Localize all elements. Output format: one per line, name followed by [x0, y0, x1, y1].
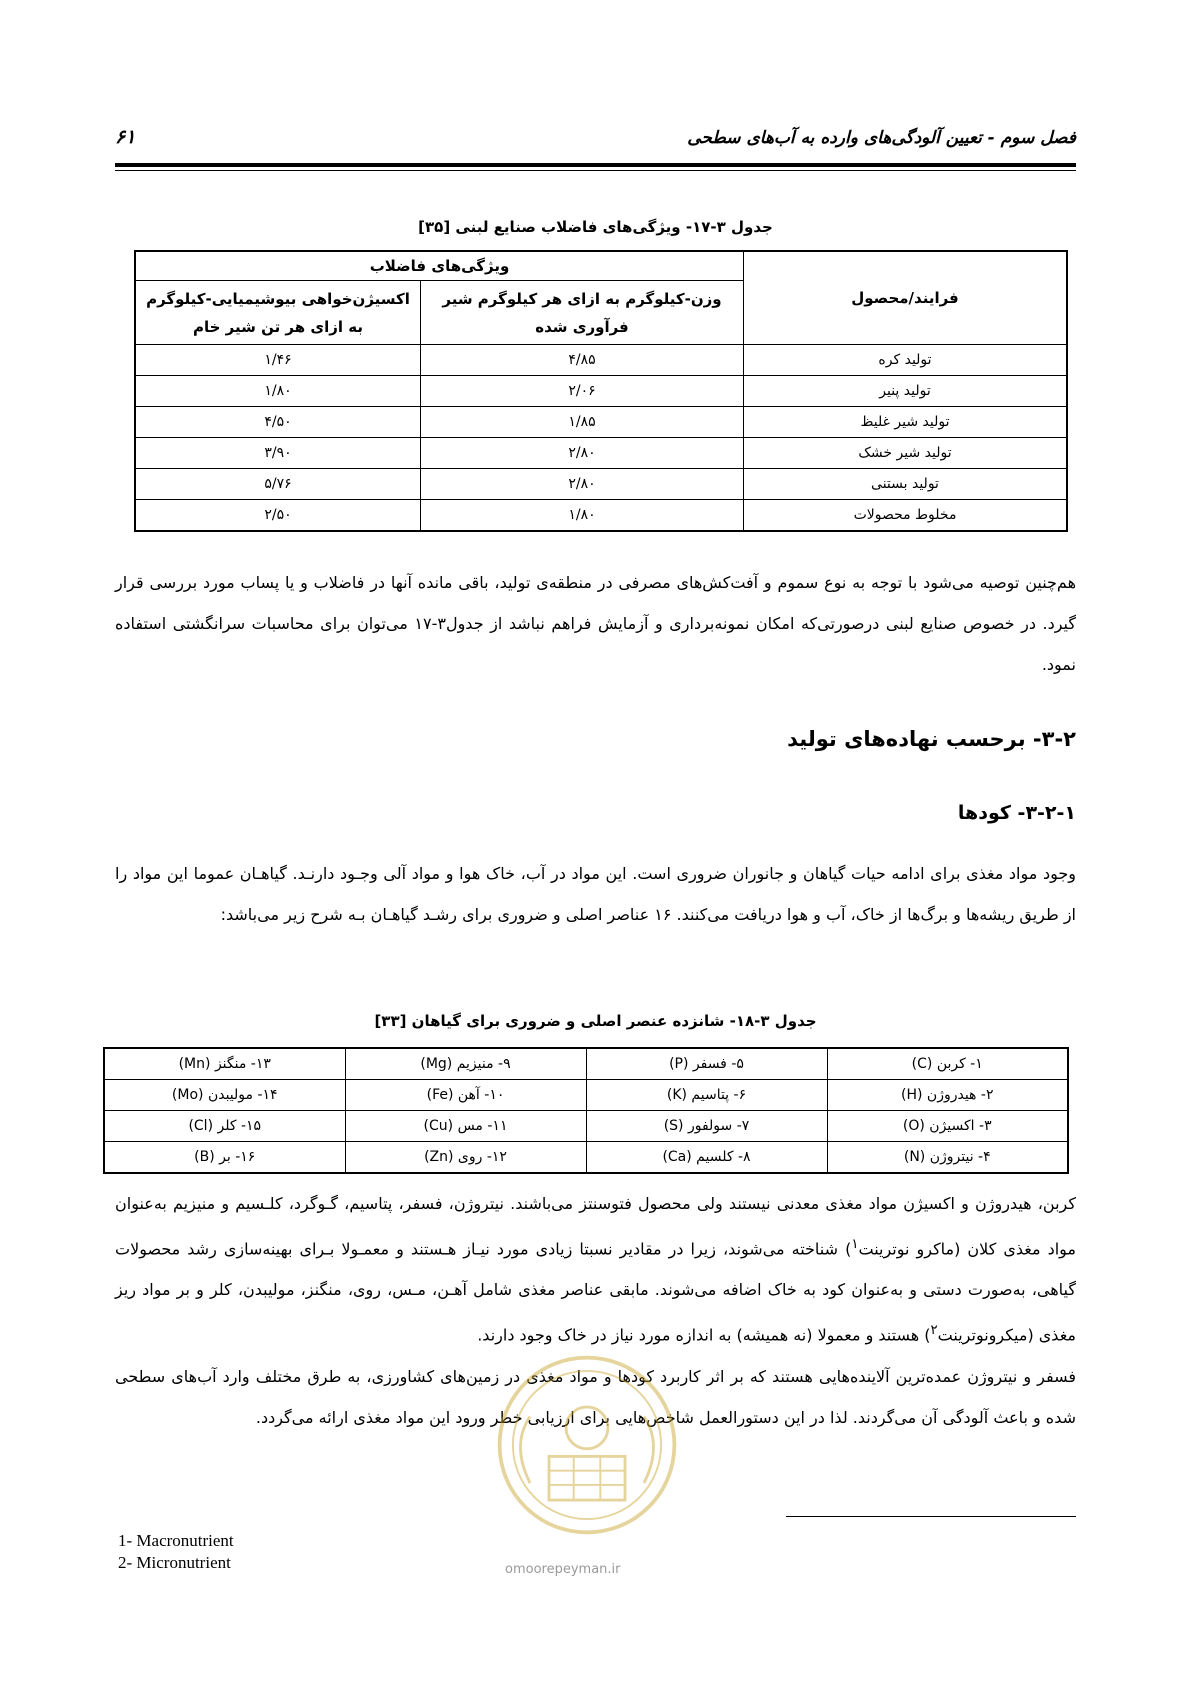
table-row: [104, 1111, 1068, 1142]
col-header-process: فرایند/محصول: [744, 251, 1068, 345]
element-name: ۱۱- مس: [457, 1118, 508, 1134]
element-cell: [586, 1048, 827, 1080]
cell-bod: ۳/۹۰: [135, 438, 421, 469]
element-symbol: (S): [663, 1118, 684, 1134]
element-cell: [586, 1142, 827, 1174]
cell-weight: ۲/۸۰: [421, 438, 744, 469]
element-symbol: (Mn): [178, 1056, 211, 1072]
section-heading: ۳-۲- برحسب نهاده‌های تولید: [787, 727, 1076, 751]
element-name: ۴- نیتروژن: [929, 1149, 991, 1165]
cell-process: مخلوط محصولات: [744, 500, 1068, 532]
footnote-1: 1- Macronutrient: [118, 1531, 234, 1550]
table-row: [104, 1080, 1068, 1111]
footnote-rule: [786, 1516, 1076, 1517]
element-symbol: (Cu): [423, 1118, 454, 1134]
cell-bod: ۴/۵۰: [135, 407, 421, 438]
element-symbol: (Zn): [424, 1149, 454, 1165]
element-cell: [345, 1142, 586, 1174]
element-symbol: (Fe): [426, 1087, 454, 1103]
element-cell: [345, 1080, 586, 1111]
table-row: [135, 345, 1067, 376]
table1-caption: جدول ۳-۱۷- ویژگی‌های فاضلاب صنایع لبنی [۳۵]: [418, 218, 773, 236]
page-header: [115, 122, 1076, 152]
table-row: [104, 1142, 1068, 1174]
chapter-title: فصل سوم - تعیین آلودگی‌های وارده به آب‌های سطحی: [687, 128, 1076, 148]
cell-weight: ۲/۸۰: [421, 469, 744, 500]
element-cell: [827, 1111, 1068, 1142]
element-cell: [586, 1111, 827, 1142]
table-row: [135, 500, 1067, 532]
table-row: [104, 1048, 1068, 1080]
footnote-ref-2: ۲: [930, 1323, 938, 1339]
element-symbol: (Mg): [420, 1056, 453, 1072]
col-header-weight: وزن-کیلوگرم به ازای هر کیلوگرم شیر فرآوری شده: [421, 281, 744, 345]
element-symbol: (N): [903, 1149, 926, 1165]
footnote-ref-1: ۱: [851, 1237, 859, 1252]
col-header-bod: اکسیژن‌خواهی بیوشیمیایی-کیلوگرم به ازای هر تن شیر خام: [135, 281, 421, 345]
cell-bod: ۱/۸۰: [135, 376, 421, 407]
paragraph-pesticides: هم‌چنین توصیه می‌شود با توجه به نوع سموم و آفت‌کش‌های مصرفی در منطقه‌ی تولید، باقی مانده آنها در فاضلاب و یا پساب مورد بررسی قرار گیرد. در خصوص صنایع لبنی درصورتی‌که امکان نمونه‌برداری و آزمایش فراهم نباشد از جدول۳-۱۷ می‌توان برای محاسبات سرانگشتی استفاده نمود.: [115, 573, 1076, 674]
header-rule-thin: [115, 170, 1076, 171]
dairy-wastewater-table: [134, 250, 1068, 532]
element-name: ۲- هیدروژن: [926, 1087, 994, 1103]
element-symbol: (K): [666, 1087, 687, 1103]
element-cell: [104, 1048, 345, 1080]
element-symbol: (C): [911, 1056, 933, 1072]
cell-bod: ۲/۵۰: [135, 500, 421, 532]
header-rule-thick: [115, 163, 1076, 167]
cell-process: تولید شیر خشک: [744, 438, 1068, 469]
element-name: ۱۰- آهن: [457, 1087, 505, 1103]
element-name: ۷- سولفور: [687, 1118, 750, 1134]
page-number: ۶۱: [115, 126, 136, 148]
para3-part4: فسفر و نیتروژن عمده‌ترین آلاینده‌هایی هستند که بر اثر کاربرد کودها و مواد مغذی در زمین‌های کشاورزی، به طرق مختلف وارد آب‌های سطحی شده و باعث آلودگی آن می‌گردند. لذا در این دستورالعمل شاخص‌هایی برای ارزیابی خطر ورود این مواد مغذی ارائه می‌گردد.: [115, 1366, 1076, 1427]
element-name: ۱۶- بر: [219, 1149, 256, 1165]
seal-emblem-icon: [492, 1350, 682, 1540]
element-cell: [827, 1048, 1068, 1080]
footnote-2: 2- Micronutrient: [118, 1553, 231, 1572]
cell-weight: ۲/۰۶: [421, 376, 744, 407]
element-name: ۱۳- منگنز: [214, 1056, 271, 1072]
para3-part2: ) شناخته می‌شوند، زیرا در مقادیر نسبتا زیادی مورد نیـاز هـستند و معمـولا بـرای بهینه‌سازی رشد محصولات گیاهی، به‌صورت دستی و به‌عنوان کود به خاک اضافه می‌شوند. مابقی عناصر مغذی شامل آهـن، مـس، روی، منگنز، مولیبدن، کلر و بر مواد ریز مغذی (میکرونوترینت: [115, 1239, 1076, 1345]
element-cell: [345, 1111, 586, 1142]
element-symbol: (Cl): [188, 1118, 214, 1134]
para3-part1: کربن، هیدروژن و اکسیژن مواد مغذی معدنی نیستند ولی محصول فتوسنتز می‌باشند. نیتروژن، فسفر، پتاسیم، گـوگرد، کلـسیم و منیزیم به‌عنوان مواد مغذی کلان (ماکرو نوترینت: [115, 1194, 1076, 1259]
element-name: ۹- منیزیم: [456, 1056, 511, 1072]
table-row: [135, 407, 1067, 438]
cell-weight: ۱/۸۵: [421, 407, 744, 438]
cell-weight: ۱/۸۰: [421, 500, 744, 532]
element-symbol: (H): [901, 1087, 923, 1103]
table-row: [135, 376, 1067, 407]
cell-process: تولید پنیر: [744, 376, 1068, 407]
cell-weight: ۴/۸۵: [421, 345, 744, 376]
cell-process: تولید شیر غلیظ: [744, 407, 1068, 438]
element-name: ۳- اکسیژن: [929, 1118, 992, 1134]
plant-elements-table: [103, 1047, 1069, 1174]
col-group-header: ویژگی‌های فاضلاب: [135, 251, 744, 281]
element-cell: [586, 1080, 827, 1111]
element-cell: [104, 1142, 345, 1174]
element-cell: [827, 1080, 1068, 1111]
cell-process: تولید کره: [744, 345, 1068, 376]
subsection-heading: ۳-۲-۱- کودها: [957, 802, 1076, 824]
table-row: [135, 469, 1067, 500]
element-name: ۱۴- مولیبدن: [207, 1087, 278, 1103]
element-symbol: (Ca): [662, 1149, 692, 1165]
element-name: ۱۵- کلر: [217, 1118, 262, 1134]
element-cell: [345, 1048, 586, 1080]
element-symbol: (O): [902, 1118, 925, 1134]
element-name: ۶- پتاسیم: [691, 1087, 747, 1103]
watermark-text: omoorepeyman.ir: [505, 1562, 621, 1577]
table2-caption: جدول ۳-۱۸- شانزده عنصر اصلی و ضروری برای گیاهان [۳۳]: [374, 1012, 817, 1030]
footnotes: [118, 1530, 234, 1574]
element-cell: [827, 1142, 1068, 1174]
element-cell: [104, 1111, 345, 1142]
paragraph-nutrients: وجود مواد مغذی برای ادامه حیات گیاهان و جانوران ضروری است. این مواد در آب، خاک هوا و مواد آلی وجـود دارنـد. گیاهـان عموما این مواد را از طریق ریشه‌ها و برگ‌ها از خاک، آب و هوا دریافت می‌کنند. ۱۶ عناصر اصلی و ضروری برای رشـد گیاهـان بـه شرح زیر می‌باشد:: [115, 864, 1076, 924]
element-name: ۵- فسفر: [692, 1056, 744, 1072]
element-symbol: (Mo): [171, 1087, 204, 1103]
para3-part3: ) هستند و معمولا (نه همیشه) به اندازه مورد نیاز در خاک وجود دارند.: [477, 1325, 931, 1345]
element-symbol: (B): [194, 1149, 215, 1165]
table-row: [135, 438, 1067, 469]
element-name: ۱۲- روی: [457, 1149, 507, 1165]
cell-bod: ۵/۷۶: [135, 469, 421, 500]
element-cell: [104, 1080, 345, 1111]
element-name: ۸- کلسیم: [696, 1149, 751, 1165]
cell-process: تولید بستنی: [744, 469, 1068, 500]
element-name: ۱- کربن: [936, 1056, 983, 1072]
element-symbol: (P): [669, 1056, 689, 1072]
cell-bod: ۱/۴۶: [135, 345, 421, 376]
